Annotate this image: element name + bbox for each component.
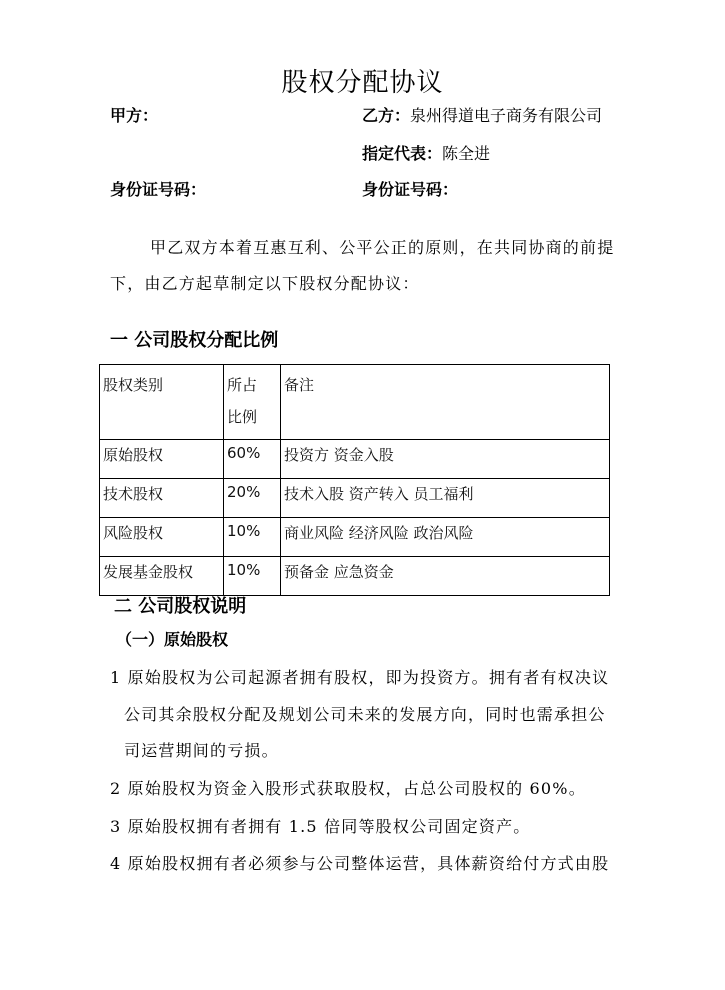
header-ratio: [224, 365, 281, 440]
document-title: 股权分配协议: [281, 68, 444, 98]
intro-line-2: 下，由乙方起草制定以下股权分配协议：: [110, 274, 420, 293]
intro-line-1: 甲乙双方本着互惠互利、公平公正的原则，在共同协商的前提: [150, 238, 615, 257]
party-b-id-label: 身份证号码：: [362, 180, 459, 199]
party-b-label: 乙方：: [362, 106, 411, 125]
table-header-row: [100, 365, 610, 440]
header-ratio-line-2: 比例: [227, 408, 258, 426]
item-2: 2 原始股权为资金入股形式获取股权，占总公司股权的 60%。: [110, 779, 586, 798]
header-category: 股权类别: [100, 365, 224, 440]
section-2-heading: 二 公司股权说明: [114, 596, 247, 617]
table-row: [100, 479, 610, 518]
cell-category: 技术股权: [100, 479, 224, 518]
party-b-name: 泉州得道电子商务有限公司: [410, 106, 603, 125]
cell-ratio: 10%: [224, 518, 281, 557]
cell-notes: 预备金 应急资金: [281, 557, 610, 596]
representative-name: 陈全进: [442, 144, 491, 163]
table-row: [100, 557, 610, 596]
cell-ratio: 20%: [224, 479, 281, 518]
equity-allocation-table: [99, 364, 610, 596]
table-row: [100, 440, 610, 479]
subsection-1-heading: （一）原始股权: [116, 630, 229, 649]
cell-notes: 商业风险 经济风险 政治风险: [281, 518, 610, 557]
cell-category: 发展基金股权: [100, 557, 224, 596]
party-b: [362, 103, 602, 126]
section-1-heading: 一 公司股权分配比例: [110, 330, 279, 351]
representative-label: 指定代表：: [362, 144, 443, 163]
representative: [362, 141, 490, 164]
party-a-label: 甲方：: [110, 106, 159, 125]
cell-notes: 技术入股 资产转入 员工福利: [281, 479, 610, 518]
header-ratio-line-1: 所占: [227, 376, 258, 394]
cell-category: 风险股权: [100, 518, 224, 557]
table-row: [100, 518, 610, 557]
header-notes: 备注: [281, 365, 610, 440]
item-1-line-1: 1 原始股权为公司起源者拥有股权，即为投资方。拥有者有权决议: [110, 668, 610, 687]
item-1-line-3: 司运营期间的亏损。: [124, 741, 279, 760]
cell-notes: 投资方 资金入股: [281, 440, 610, 479]
item-1-line-2: 公司其余股权分配及规划公司未来的发展方向，同时也需承担公: [124, 705, 606, 724]
party-a-id-label: 身份证号码：: [110, 180, 207, 199]
cell-category: 原始股权: [100, 440, 224, 479]
cell-ratio: 60%: [224, 440, 281, 479]
item-3: 3 原始股权拥有者拥有 1.5 倍同等股权公司固定资产。: [110, 817, 531, 836]
cell-ratio: 10%: [224, 557, 281, 596]
item-4-line-1: 4 原始股权拥有者必须参与公司整体运营，具体薪资给付方式由股: [110, 854, 610, 873]
